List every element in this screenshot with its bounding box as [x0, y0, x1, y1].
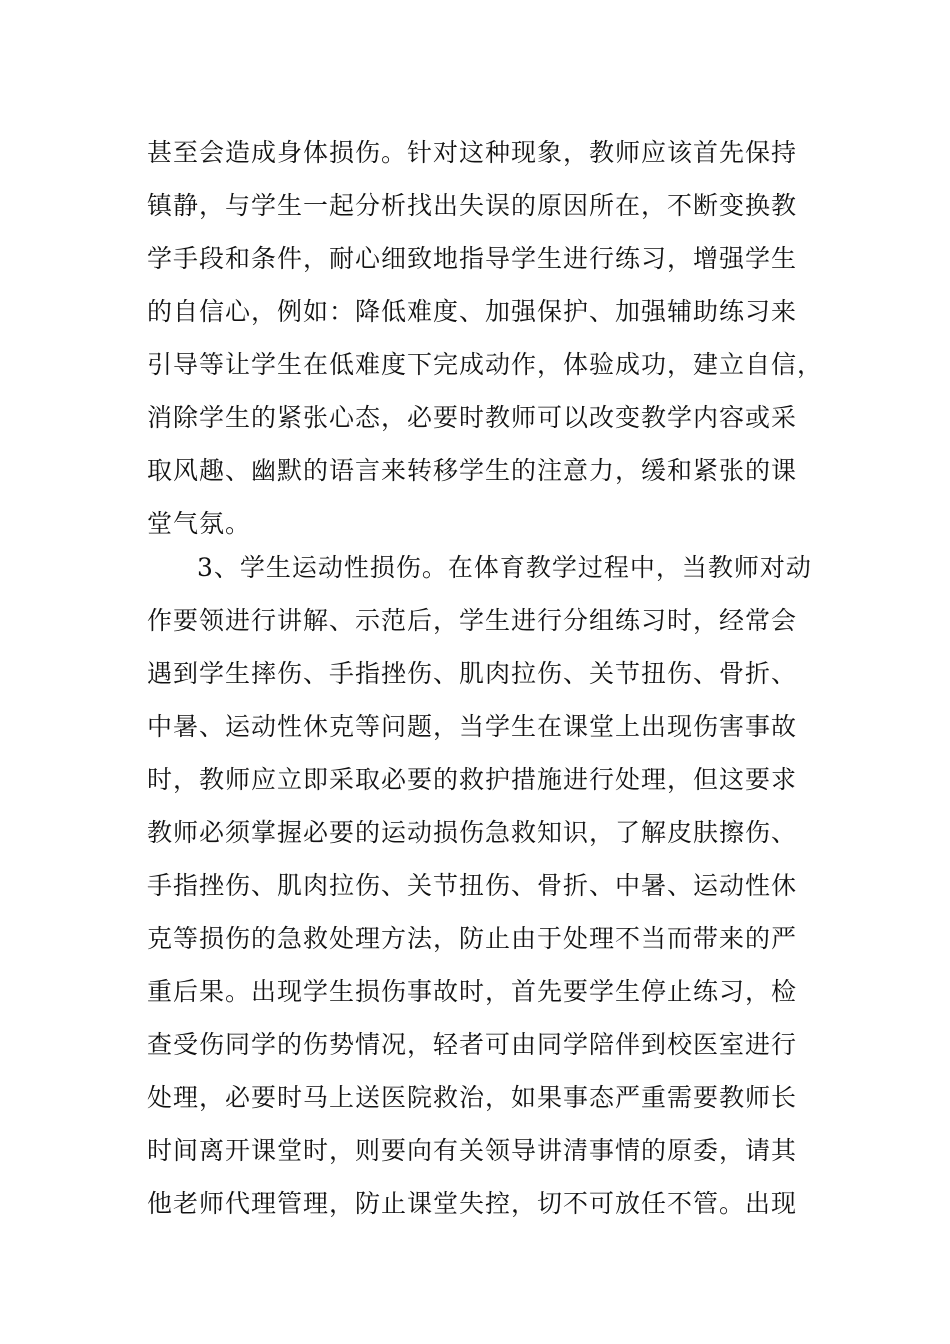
text-line: 甚至会造成身体损伤。针对这种现象，教师应该首先保持 — [147, 138, 798, 167]
text-line: 中暑、运动性休克等问题，当学生在课堂上出现伤害事故 — [147, 712, 798, 741]
text-line: 遇到学生摔伤、手指挫伤、肌肉拉伤、关节扭伤、骨折、 — [147, 659, 798, 688]
text-line: 取风趣、幽默的语言来转移学生的注意力，缓和紧张的课 — [147, 456, 798, 485]
text-line: 时，教师应立即采取必要的救护措施进行处理，但这要求 — [147, 765, 798, 794]
text-line: 时间离开课堂时，则要向有关领导讲清事情的原委，请其 — [147, 1136, 798, 1165]
text-line: 消除学生的紧张心态，必要时教师可以改变教学内容或采 — [147, 403, 798, 432]
text-line: 他老师代理管理，防止课堂失控，切不可放任不管。出现 — [147, 1189, 798, 1218]
text-line: 引导等让学生在低难度下完成动作，体验成功，建立自信， — [147, 350, 824, 379]
text-line: 处理，必要时马上送医院救治，如果事态严重需要教师长 — [147, 1083, 798, 1112]
paragraph-1 — [147, 126, 824, 550]
text-line: 的自信心，例如：降低难度、加强保护、加强辅助练习来 — [147, 297, 798, 326]
text-line: 重后果。出现学生损伤事故时，首先要学生停止练习，检 — [147, 977, 798, 1006]
text-line: 作要领进行讲解、示范后，学生进行分组练习时，经常会 — [147, 606, 798, 635]
text-line: 查受伤同学的伤势情况，轻者可由同学陪伴到校医室进行 — [147, 1030, 798, 1059]
text-line: 克等损伤的急救处理方法，防止由于处理不当而带来的严 — [147, 924, 798, 953]
paragraph-2 — [147, 541, 812, 1230]
text-line-first: 3、学生运动性损伤。在体育教学过程中，当教师对动 — [197, 553, 812, 582]
text-line: 手指挫伤、肌肉拉伤、关节扭伤、骨折、中暑、运动性休 — [147, 871, 798, 900]
text-line: 镇静，与学生一起分析找出失误的原因所在，不断变换教 — [147, 191, 798, 220]
text-line: 学手段和条件，耐心细致地指导学生进行练习，增强学生 — [147, 244, 798, 273]
text-line: 教师必须掌握必要的运动损伤急救知识，了解皮肤擦伤、 — [147, 818, 798, 847]
text-line: 堂气氛。 — [147, 509, 252, 538]
